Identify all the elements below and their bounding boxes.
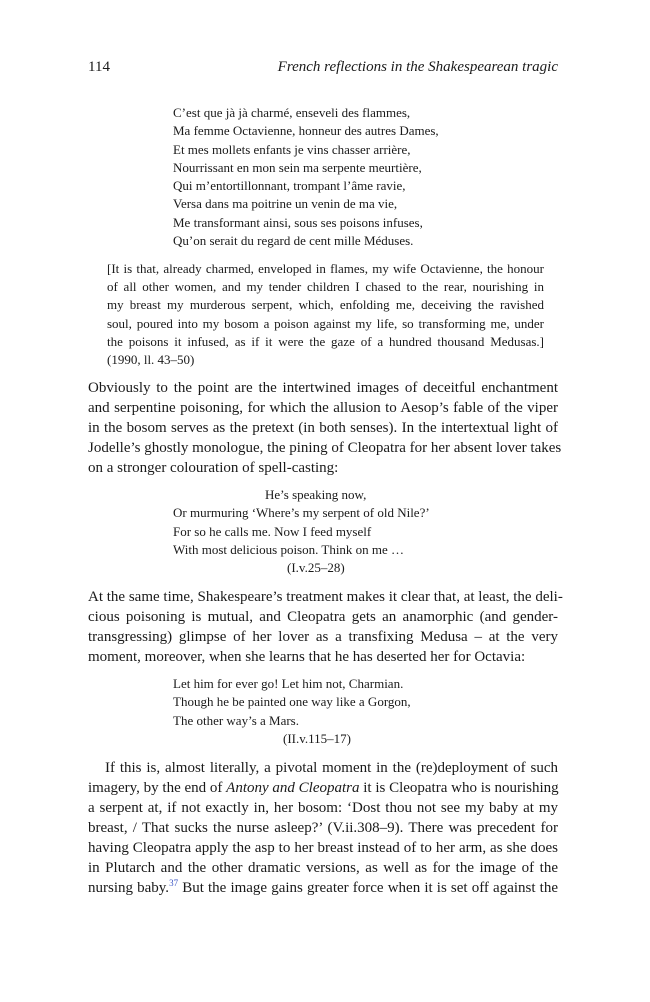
paragraph-line: a serpent at, if not exactly in, her bosom: ‘Dost thou not see my baby at my: [88, 800, 558, 816]
text-run: nursing baby.: [88, 880, 170, 896]
translation-citation: (1990, ll. 43–50): [107, 352, 195, 368]
verse-line: Qui m’entortillonnant, trompant l’âme ravie,: [173, 178, 406, 194]
paragraph-line: breast, / That sucks the nurse asleep?’ (V.ii.308–9). There was precedent for: [88, 820, 558, 836]
translation-line: the poisons it infused, as if it were the gaze of a hundred thousand Medusas.]: [107, 333, 544, 349]
quotation-citation: (I.v.25–28): [287, 560, 345, 576]
verse-line: Me transformant ainsi, sous ses poisons infuses,: [173, 214, 423, 230]
verse-line: The other way’s a Mars.: [173, 712, 299, 728]
verse-line: C’est que jà jà charmé, enseveli des flammes,: [173, 105, 411, 120]
page-number: 114: [88, 59, 110, 75]
paragraph-line: and serpentine poisoning, for which the allusion to Aesop’s fable of the viper: [88, 400, 558, 416]
verse-line: He’s speaking now,: [265, 487, 367, 502]
verse-line: Nourrissant en mon sein ma serpente meurtière,: [173, 159, 422, 175]
paragraph-line: At the same time, Shakespeare’s treatment makes it clear that, at least, the deli-: [88, 589, 563, 605]
verse-line: With most delicious poison. Think on me …: [173, 541, 405, 557]
body-paragraph: [88, 378, 562, 478]
paragraph-line: having Cleopatra apply the asp to her breast instead of to her arm, as she does: [88, 840, 558, 856]
verse-line: Let him for ever go! Let him not, Charmian.: [173, 676, 404, 691]
paragraph-line: Jodelle’s ghostly monologue, the pining of Cleopatra for her absent lover takes: [88, 440, 562, 456]
footnote-reference-link[interactable]: 37: [169, 878, 179, 888]
paragraph-line: [88, 878, 558, 898]
paragraph-line: If this is, almost literally, a pivotal moment in the (re)deployment of such: [105, 760, 558, 776]
body-paragraph: [88, 587, 563, 667]
verse-line: Or murmuring ‘Where’s my serpent of old Nile?’: [173, 505, 430, 521]
text-run: it is Cleopatra who is nourishing: [359, 780, 559, 796]
running-head: French reflections in the Shakespearean tragic: [277, 59, 558, 75]
paragraph-line: on a stronger colouration of spell-casting:: [88, 460, 339, 476]
verse-line: Et mes mollets enfants je vins chasser arrière,: [173, 141, 411, 157]
paragraph-line: in Plutarch and the other dramatic versions, as well as for the image of the: [88, 860, 558, 876]
paragraph-line: in the bosom serves as the pretext (in both senses). In the intertextual light of: [88, 420, 558, 436]
paragraph-line: transgressing) glimpse of her lover as a transfixing Medusa – at the very: [88, 629, 558, 645]
translation-line: soul, poured into my bosom a poison against my life, so transforming me, under: [107, 315, 544, 331]
translation-line: my breast my murderous serpent, which, enfolding me, deceiving the ravished: [107, 297, 544, 313]
quotation-citation: (II.v.115–17): [283, 730, 351, 746]
translation-block: [107, 260, 544, 369]
text-run: But the image gains greater force when it is set off against the: [178, 880, 558, 896]
shakespeare-quotation: [173, 675, 473, 748]
body-paragraph: [88, 758, 558, 898]
verse-line: Though he be painted one way like a Gorgon,: [173, 694, 411, 710]
paragraph-line: moment, moreover, when she learns that he has deserted her for Octavia:: [88, 649, 526, 665]
verse-line: Versa dans ma poitrine un venin de ma vie,: [173, 196, 398, 212]
translation-line: [It is that, already charmed, enveloped in flames, my wife Octavienne, the honour: [107, 261, 544, 276]
verse-line: Ma femme Octavienne, honneur des autres Dames,: [173, 123, 439, 139]
paragraph-line: Obviously to the point are the intertwined images of deceitful enchantment: [88, 380, 558, 396]
verse-line: For so he calls me. Now I feed myself: [173, 523, 372, 539]
translation-line: of all other women, and my tender children I chased to the rear, nourishing in: [107, 279, 544, 295]
text-run: imagery, by the end of: [88, 780, 227, 796]
paragraph-line: cious poisoning is mutual, and Cleopatra gets an anamorphic (and gender-: [88, 609, 558, 625]
french-verse-quotation: [173, 104, 553, 250]
shakespeare-quotation: [173, 486, 473, 577]
play-title: Antony and Cleopatra: [226, 780, 360, 796]
page-header: [88, 59, 558, 81]
paragraph-line: [88, 778, 558, 798]
verse-line: Qu’on serait du regard de cent mille Méduses.: [173, 233, 414, 249]
